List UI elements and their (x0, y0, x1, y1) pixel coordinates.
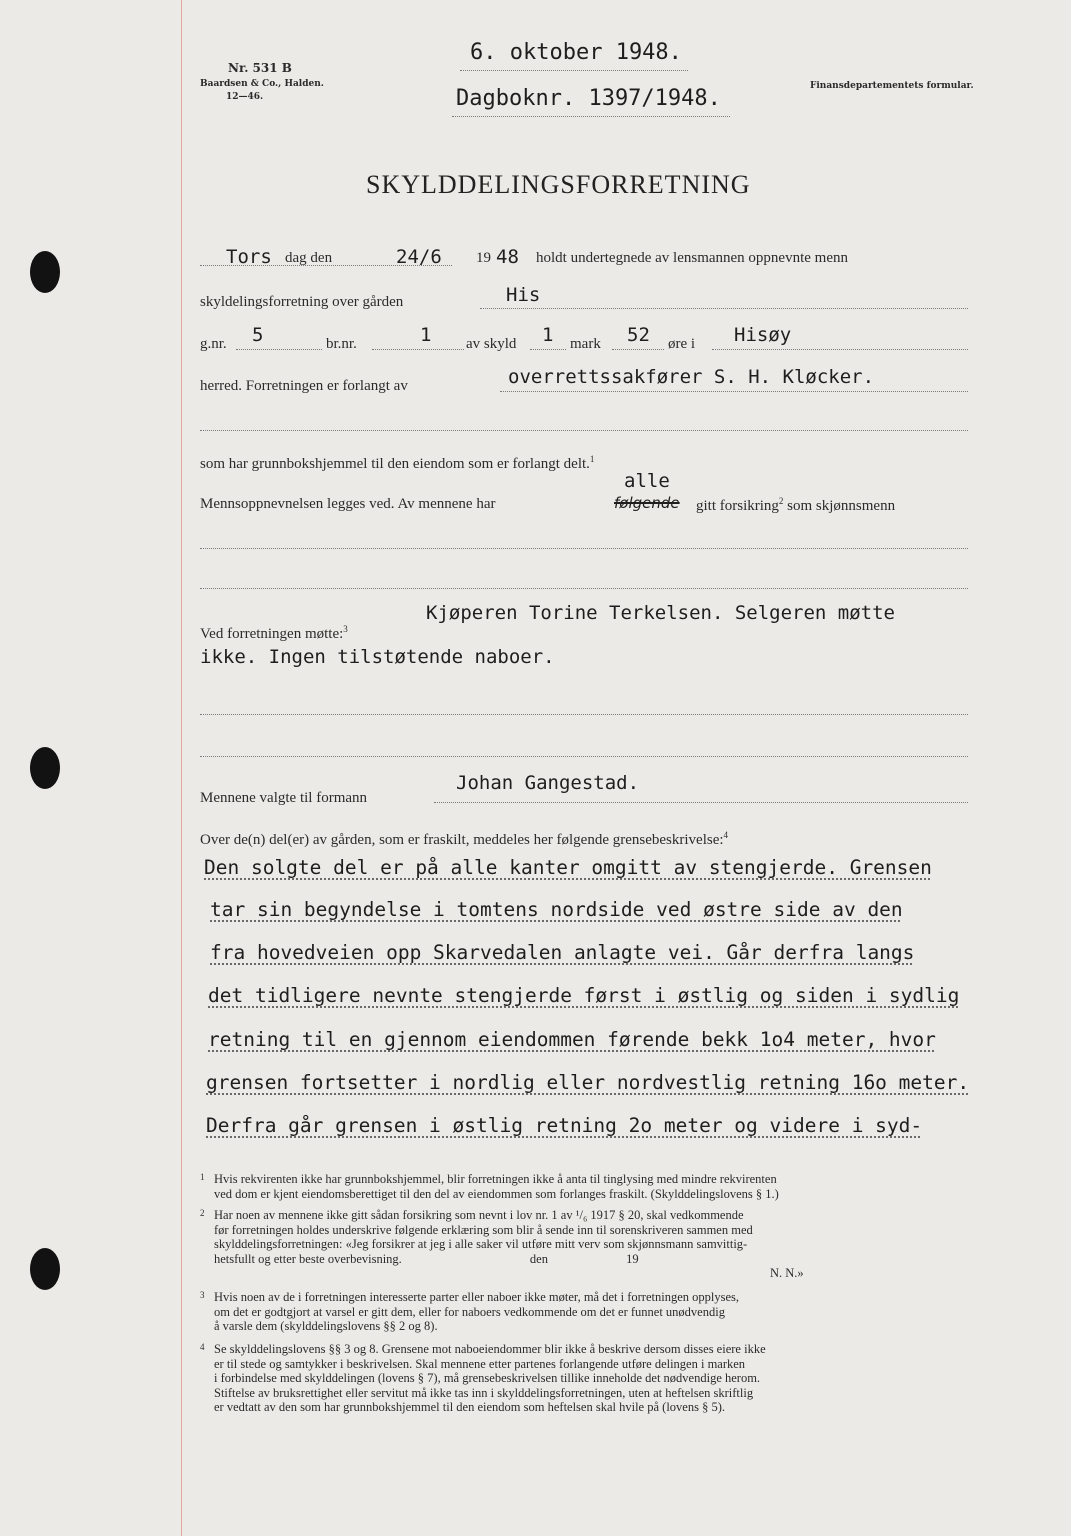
attendance-line-2: ikke. Ingen tilstøtende naboer. (200, 646, 555, 668)
footnote-line: ved dom er kjent eiendomsberettiget til den del av eiendommen som forlanges fraskilt. (Skylddelingslovens § 1.) (214, 1186, 779, 1201)
line2-text: skyldelingsforretning over gården (200, 294, 404, 310)
printer-name: Baardsen & Co., Halden. (200, 79, 324, 89)
footnote-line: skylddelingsforretningen: «Jeg forsikrer at jeg i alle saker vil utføre mitt verv som skjønnsmann samvittig- (214, 1237, 748, 1252)
punch-hole (30, 1248, 60, 1290)
brnr-label: br.nr. (326, 336, 357, 352)
date-underline (460, 70, 688, 71)
footnote-line: før forretningen holdes underskrive følgende erklæring som blir å sende inn til sorenskriveren sammen med (214, 1222, 753, 1237)
footnote-signature: N. N.» (770, 1266, 804, 1281)
margin-rule (181, 0, 182, 1536)
footnote-3 (200, 1290, 740, 1334)
attendance-label (200, 624, 348, 643)
chairman-name: Johan Gangestad. (456, 772, 640, 794)
gnr-label: g.nr. (200, 336, 227, 352)
footnote-line: er vedtatt av den som har grunnbokshjemmel til den eiendom som heftelsen skal hvile på (lovens § 5). (214, 1400, 725, 1415)
footnote-line: er til stede og samtykker i beskrivelsen. Skal mennene etter partenes forlangende utføre delingen i marken (214, 1356, 746, 1371)
boundary-intro (200, 830, 728, 849)
fill-line (500, 391, 968, 392)
footnote-number: 1 (200, 1172, 205, 1182)
footnote-ref-4: 4 (723, 830, 729, 840)
footnote-line: Hvis rekvirenten ikke har grunnbokshjemmel, blir forretningen ikke å anta til tinglysing med mindre rekvirenten (214, 1172, 777, 1186)
boundary-line: Derfra går grensen i østlig retning 2o meter og videre i syd- (206, 1114, 923, 1137)
footnote-line: Stiftelse av bruksrettighet eller servitut må ikke tas inn i skylddelingsforretningen, uten at heftelsen skriftlig (214, 1385, 754, 1400)
fill-line (480, 308, 968, 309)
footnote-4 (200, 1342, 766, 1415)
line7-end: som skjønnsmenn (787, 498, 896, 514)
boundary-line: det tidligere nevnte stengjerde først i østlig og siden i sydlig (208, 984, 960, 1007)
footnote-number: 2 (200, 1208, 205, 1218)
fill-line (200, 756, 968, 757)
line7-text: Mennsoppnevnelsen legges ved. Av mennene har (200, 496, 496, 512)
footnote-number: 3 (200, 1290, 205, 1300)
footnote-line: Har noen av mennene ikke gitt sådan forsikring som nevnt i lov nr. 1 av ¹/₆ 1917 § 20, skal vedkommende (214, 1208, 744, 1222)
fill-line (200, 714, 968, 715)
meeting-date: 24/6 (396, 246, 442, 268)
boundary-line: grensen fortsetter i nordlig eller nordvestlig retning 16o meter. (206, 1071, 970, 1094)
mark-value: 52 (627, 324, 650, 346)
journal-number: Dagboknr. 1397/1948. (456, 86, 721, 111)
footnote-number: 4 (200, 1342, 205, 1352)
footnote-line: Hvis noen av de i forretningen interesserte parter eller naboer ikke møter, må det i forretningen opplyses, (214, 1290, 740, 1304)
footnote-line: å varsle dem (skylddelingslovens §§ 2 og 8). (214, 1319, 438, 1334)
line6-text-content: som har grunnbokshjemmel til den eiendom som er forlangt delt. (200, 456, 590, 472)
punch-hole (30, 251, 60, 293)
weekday-suffix: dag den (285, 250, 333, 266)
journal-underline (452, 116, 730, 117)
boundary-line: retning til en gjennom eiendommen førende bekk 1o4 meter, hvor (208, 1028, 936, 1051)
requester-name: overrettssakfører S. H. Kløcker. (508, 366, 875, 388)
mark-label: mark (570, 336, 601, 352)
attendance-line-1: Kjøperen Torine Terkelsen. Selgeren møtte (426, 602, 895, 624)
fill-line (712, 349, 968, 350)
footnote-line: i forbindelse med skylddelingen (lovens § 7), må grensebeskrivelsen tillike inneholde det nødvendige herom. (214, 1371, 761, 1386)
page-title: SKYLDDELINGSFORRETNING (366, 170, 751, 199)
boundary-intro-text: Over de(n) del(er) av gården, som er fraskilt, meddeles her følgende grensebeskrivelse: (200, 832, 724, 848)
brnr-value: 1 (420, 324, 432, 346)
punch-hole (30, 747, 60, 789)
ministry-form-label: Finansdepartementets formular. (810, 81, 974, 91)
line7-text-2 (696, 496, 895, 515)
gnr-value: 5 (252, 324, 264, 346)
footnote-ref-2: 2 (778, 496, 784, 506)
chairman-label: Mennene valgte til formann (200, 790, 368, 806)
fill-line (200, 588, 968, 589)
struck-word: følgende (614, 494, 680, 512)
footnote-line: Se skylddelingslovens §§ 3 og 8. Grensene mot naboeiendommer blir ikke å beskrive dersom disses eiere ikke (214, 1342, 766, 1356)
fill-line (200, 430, 968, 431)
skyld-value: 1 (542, 324, 554, 346)
line1-text: holdt undertegnede av lensmannen oppnevnte menn (536, 250, 848, 266)
boundary-line: Den solgte del er på alle kanter omgitt av stengjerde. Grensen (204, 856, 932, 879)
print-date: 12—46. (226, 92, 264, 102)
boundary-line: fra hovedveien opp Skarvedalen anlagte vei. Går derfra langs (210, 941, 915, 964)
line7-mid: gitt forsikring (696, 498, 779, 514)
fill-line (200, 548, 968, 549)
boundary-line: tar sin begyndelse i tomtens nordside ved østre side av den (210, 898, 903, 921)
skyld-label: av skyld (466, 336, 517, 352)
attendance-label-text: Ved forretningen møtte: (200, 626, 344, 642)
line4-text: herred. Forretningen er forlangt av (200, 378, 408, 394)
year-value: 48 (496, 246, 519, 268)
date-stamp: 6. oktober 1948. (470, 40, 682, 65)
fill-line (530, 349, 566, 350)
form-number: Nr. 531 B (228, 61, 292, 75)
municipality-value: Hisøy (734, 324, 792, 346)
fill-line (434, 802, 968, 803)
footnote-ref-1: 1 (589, 454, 595, 464)
inserted-word: alle (624, 470, 670, 492)
year-prefix: 19 (476, 250, 491, 266)
footnote-ref-3: 3 (343, 624, 348, 634)
fill-line (372, 349, 464, 350)
footnote-2 (200, 1208, 804, 1281)
fill-line (236, 349, 322, 350)
footnote-line: om det er godtgjort at varsel er gitt dem, eller for naboers vedkommende om det er funnet unødvendig (214, 1304, 725, 1319)
farm-name: His (506, 284, 541, 306)
ore-label: øre i (668, 336, 696, 352)
line6-text (200, 454, 594, 473)
footnote-1 (200, 1172, 779, 1201)
weekday-value: Tors (226, 246, 272, 268)
footnote-line: hetsfullt og etter beste overbevisning. den 19 (214, 1251, 639, 1266)
fill-line (612, 349, 664, 350)
